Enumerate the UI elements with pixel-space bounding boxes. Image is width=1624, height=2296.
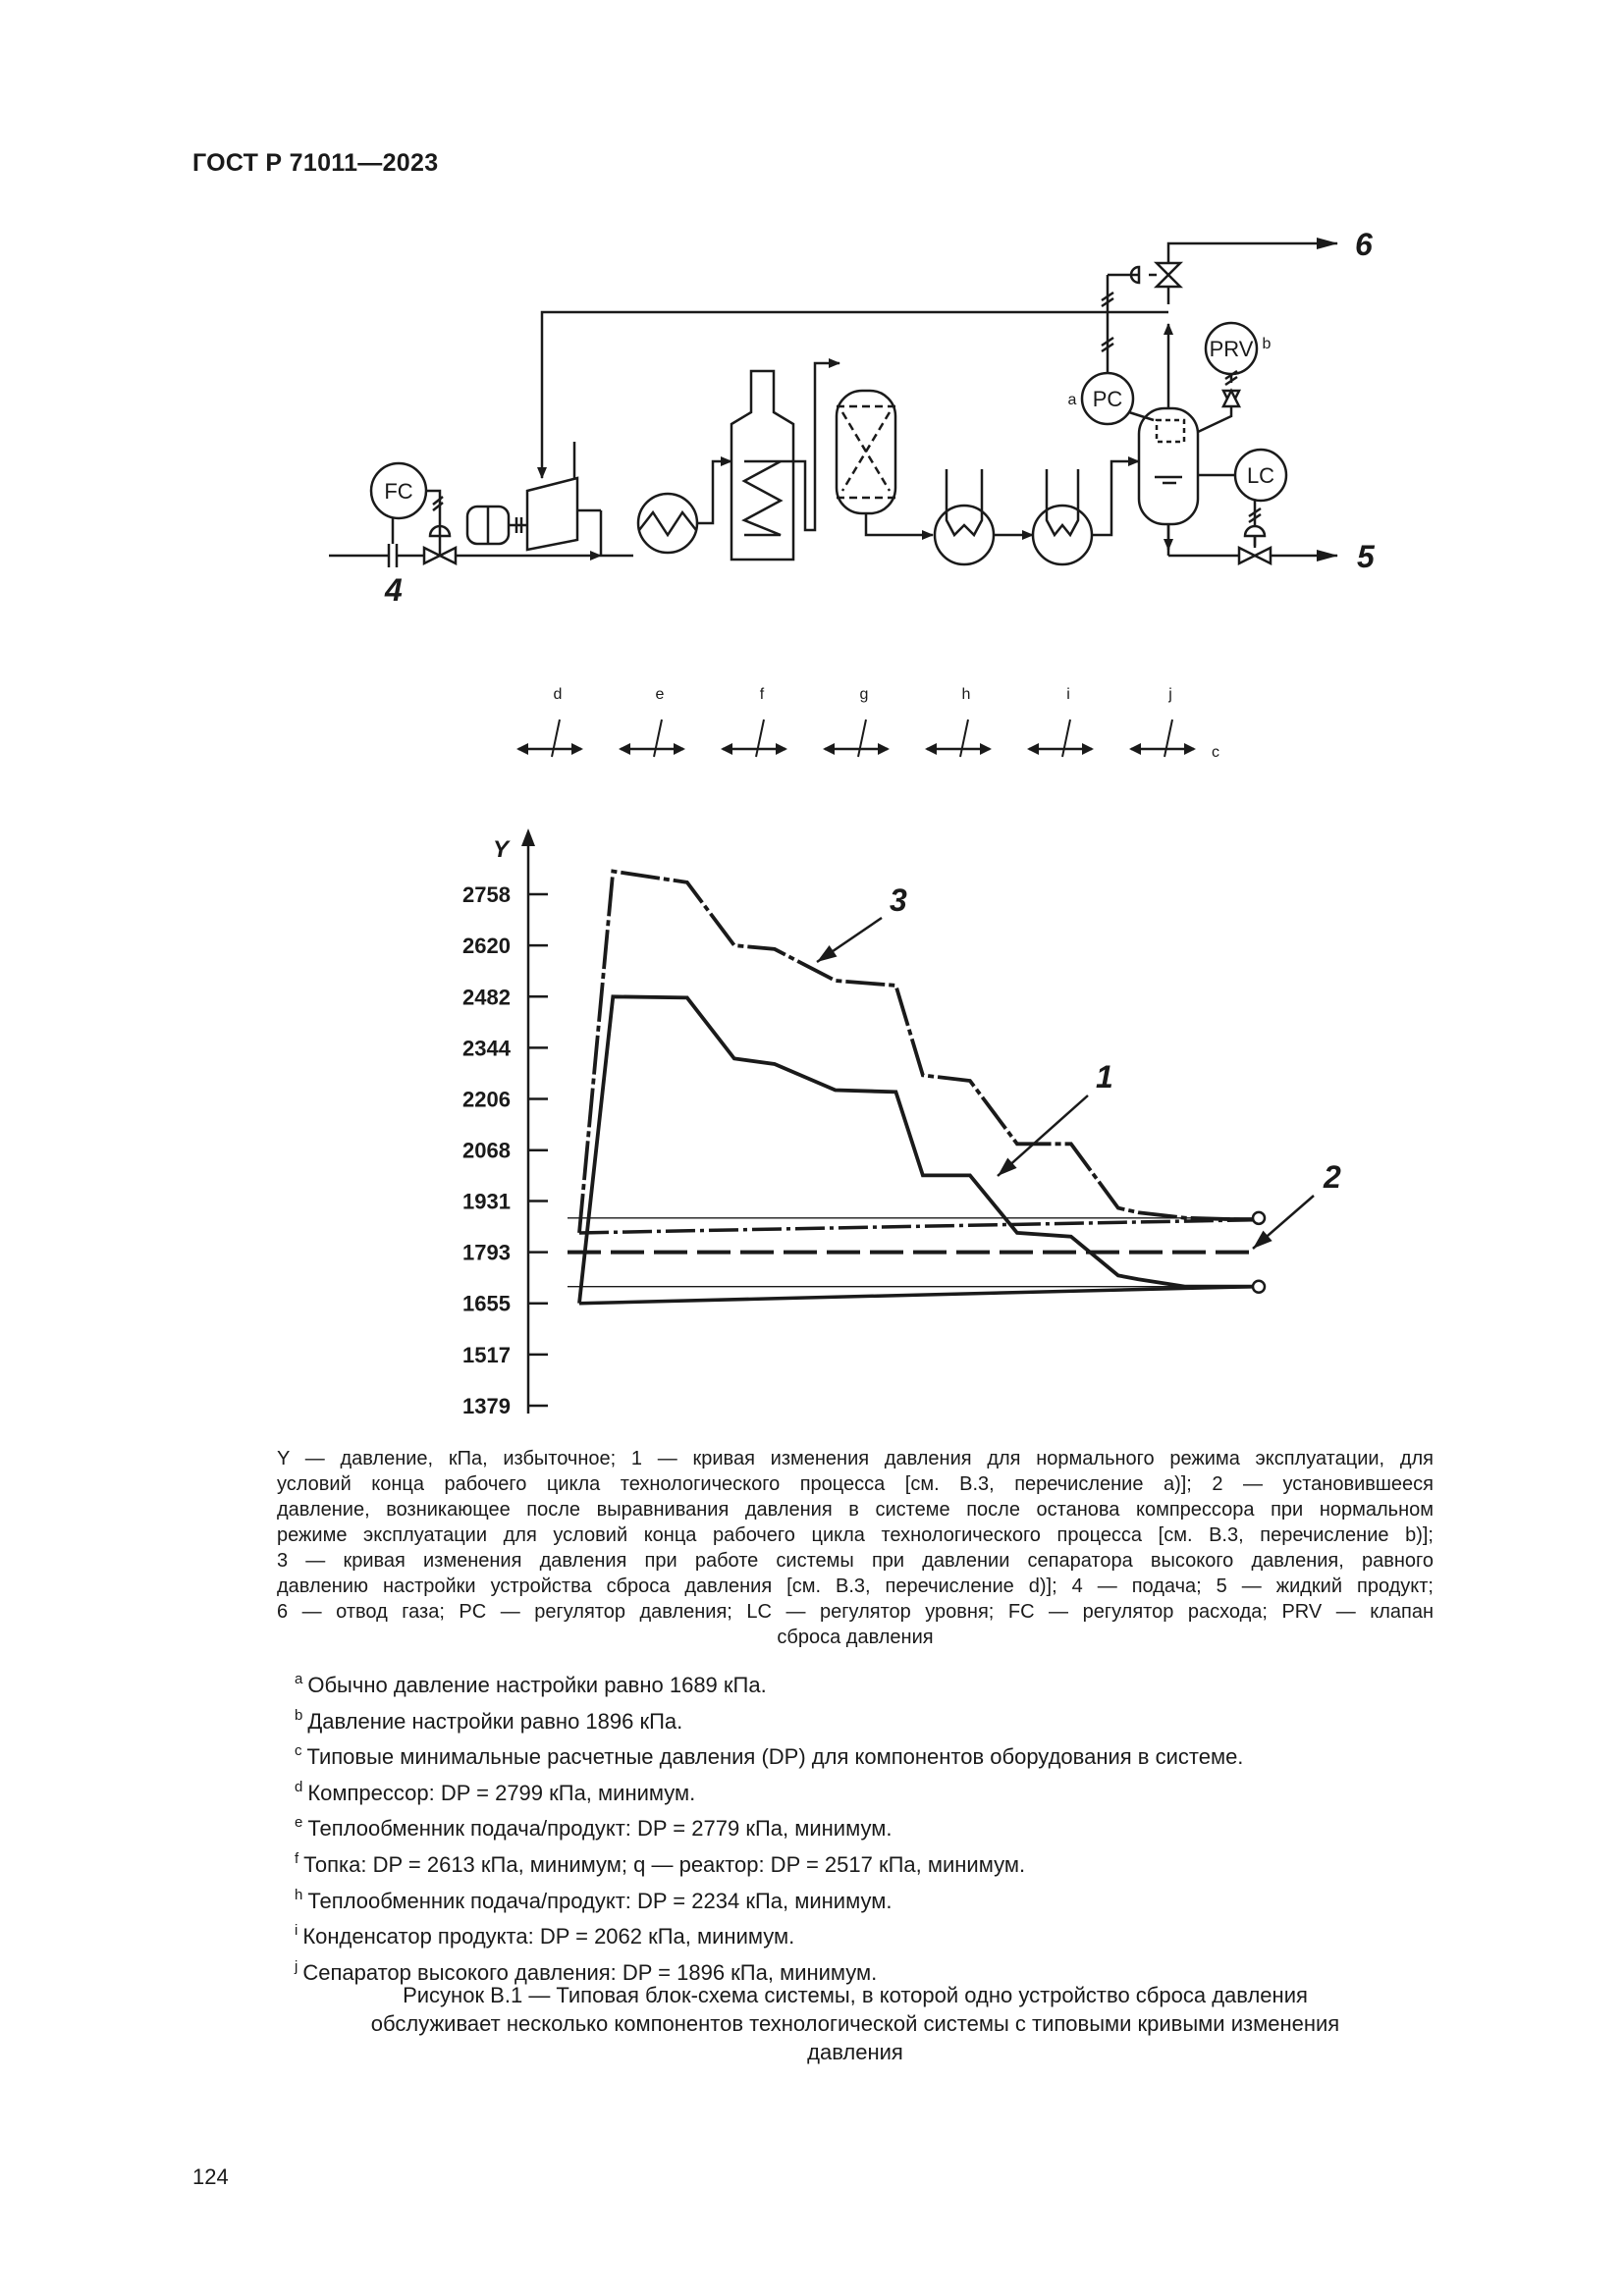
y-tick-label: 1379 [462, 1394, 511, 1418]
footnote-mark: f [295, 1849, 299, 1867]
curve-label: 1 [1096, 1059, 1113, 1095]
series-group [568, 872, 1265, 1304]
footnote [295, 1848, 1473, 1885]
footnote-mark: c [295, 1742, 302, 1760]
dp-marker-label: d [553, 686, 563, 703]
fc-label: FC [384, 479, 413, 504]
curve-callout-2 [1253, 1159, 1341, 1249]
dp-marker-label: g [859, 686, 869, 703]
footnote-text: Обычно давление настройки равно 1689 кПа. [307, 1673, 767, 1697]
callout-arrowhead [817, 945, 837, 962]
dp-marker-label: j [1168, 686, 1172, 703]
footnote-text: Теплообменник подача/продукт: DP = 2779 кПа, минимум. [307, 1816, 893, 1842]
footnotes [295, 1669, 1473, 1992]
y-tick-label: 1655 [462, 1291, 511, 1316]
footnote [295, 1740, 1473, 1777]
dp-marker-note: c [1212, 744, 1219, 761]
legend-line: 3 — кривая изменения давления при работе системы при давлении сепаратора высокого давления, равного [277, 1550, 1434, 1572]
legend-line: режиме эксплуатации для условий конца рабочего цикла технологического процесса [см. В.3, перечисление b)]; [277, 1524, 1434, 1546]
figure-caption [277, 1981, 1434, 2066]
legend-line: сброса давления [777, 1627, 934, 1648]
pc-note-mark: a [1067, 392, 1077, 408]
y-tick-label: 1793 [462, 1240, 511, 1265]
footnote [295, 1812, 1473, 1848]
y-tick-label: 2344 [462, 1036, 511, 1061]
series-line-1 [579, 996, 1253, 1303]
y-axis-label: Y [492, 836, 509, 863]
curve-labels [817, 882, 1341, 1249]
y-tick-label: 2482 [462, 985, 511, 1010]
dp-marker-label: f [759, 686, 765, 703]
stream-liquid-label: 5 [1357, 539, 1375, 574]
footnote [295, 1705, 1473, 1741]
pc-label: PC [1092, 387, 1123, 411]
figure-legend [277, 1446, 1434, 1650]
stream-gas-label: 6 [1355, 227, 1373, 262]
footnote [295, 1885, 1473, 1921]
footnote-text: Конденсатор продукта: DP = 2062 кПа, минимум. [302, 1924, 795, 1949]
footnote [295, 1920, 1473, 1956]
prv-label: PRV [1209, 337, 1254, 361]
footnote-text: Давление настройки равно 1896 кПа. [307, 1708, 683, 1734]
y-tick-label: 2206 [462, 1087, 511, 1112]
footnote-text: Сепаратор высокого давления: DP = 1896 кПа, минимум. [302, 1959, 878, 1985]
caption-line: Рисунок В.1 — Типовая блок-схема системы, в которой одно устройство сброса давления [403, 1983, 1308, 2007]
footnote-text: Типовые минимальные расчетные давления (DP) для компонентов оборудования в системе. [306, 1744, 1244, 1770]
footnote [295, 1669, 1473, 1705]
series-end-marker [1253, 1212, 1265, 1224]
y-tick-label: 1931 [462, 1189, 511, 1214]
legend-line: 6 — отвод газа; PC — регулятор давления; LC — регулятор уровня; FC — регулятор расхода; PRV — клапан [277, 1601, 1435, 1623]
guide-line-dash-dot [579, 1220, 1253, 1233]
footnote-mark: b [295, 1706, 303, 1724]
legend-line: условий конца рабочего цикла технологического процесса [см. В.3, перечисление а)]; 2 — установившееся [277, 1473, 1434, 1495]
page-number: 124 [192, 2164, 229, 2189]
y-tick-label: 2068 [462, 1138, 511, 1163]
guide-lines [568, 1218, 1253, 1304]
footnote-mark: a [295, 1671, 303, 1687]
footnote-mark: e [295, 1814, 303, 1832]
curve-callout-3 [817, 882, 907, 962]
legend-line: давление, возникающее после выравнивания давления в системе после останова компрессора при нормальном [277, 1499, 1434, 1521]
legend-line: Y — давление, кПа, избыточное; 1 — кривая изменения давления для нормального режима эксплуатации, для [277, 1448, 1434, 1469]
y-tick-label: 1517 [462, 1342, 511, 1367]
caption-line: давления [807, 2040, 903, 2064]
series-line-3 [579, 872, 1253, 1233]
series-end-marker [1253, 1281, 1265, 1293]
footnote-mark: j [295, 1957, 298, 1975]
dp-marker-label: h [961, 686, 971, 703]
y-tick-label: 2758 [462, 882, 511, 907]
legend-line: давлению настройки устройства сброса давления [см. В.3, перечисление d)]; 4 — подача; 5 — жидкий продукт; [277, 1575, 1434, 1597]
caption-line: обслуживает несколько компонентов технологической системы с типовыми кривыми изменения [370, 2011, 1340, 2036]
footnote-mark: i [295, 1922, 298, 1940]
dp-marker-label: e [655, 686, 665, 703]
curve-label: 3 [890, 882, 907, 918]
curve-callout-1 [998, 1059, 1113, 1176]
y-axis [493, 836, 528, 1414]
footnote-text: Топка: DP = 2613 кПа, минимум; q — реактор: DP = 2517 кПа, минимум. [303, 1851, 1026, 1877]
page-header: ГОСТ Р 71011—2023 [192, 149, 439, 177]
footnote-mark: h [295, 1886, 303, 1903]
y-tick-label: 2620 [462, 934, 511, 959]
prv-note-mark: b [1262, 336, 1272, 352]
y-ticks [462, 882, 548, 1418]
dp-marker-label: i [1066, 686, 1070, 703]
guide-line-solid [579, 1287, 1253, 1304]
footnote [295, 1777, 1473, 1813]
lc-label: LC [1246, 463, 1275, 488]
footnote-text: Компрессор: DP = 2799 кПа, минимум. [307, 1780, 696, 1805]
footnote-mark: d [295, 1778, 303, 1795]
footnote-text: Теплообменник подача/продукт: DP = 2234 кПа, минимум. [307, 1888, 893, 1913]
curve-label: 2 [1324, 1159, 1341, 1195]
stream-feed-label: 4 [385, 572, 403, 608]
